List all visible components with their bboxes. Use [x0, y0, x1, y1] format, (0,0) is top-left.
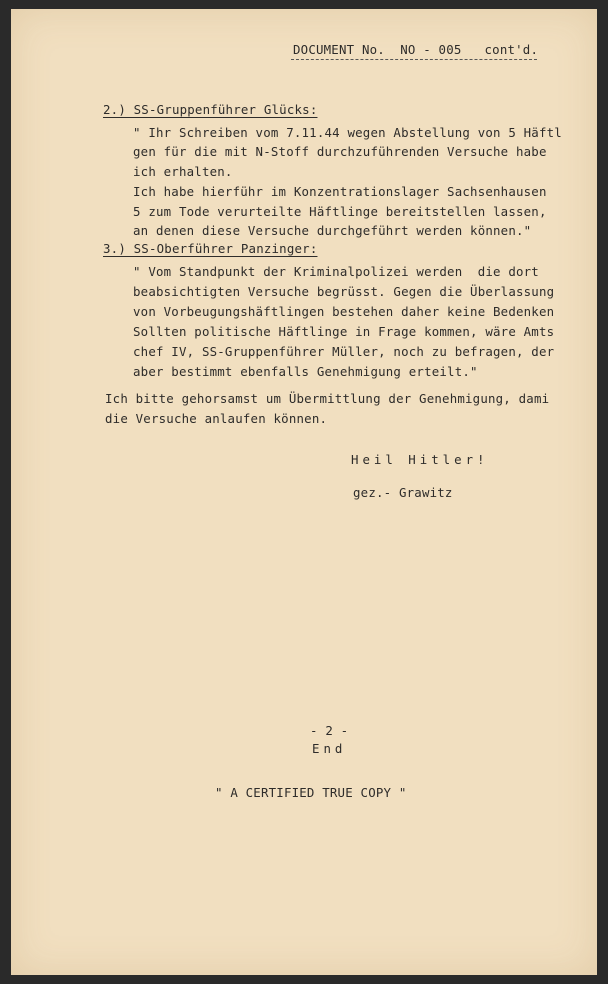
section-3-line: von Vorbeugungshäftlingen bestehen daher keine Bedenken — [133, 304, 555, 319]
end-marker: End — [312, 741, 347, 756]
page-number: - 2 - — [310, 723, 349, 738]
header-rule — [291, 59, 537, 60]
certification-line: " A CERTIFIED TRUE COPY " — [215, 785, 407, 800]
salutation: Heil Hitler! — [351, 452, 489, 467]
section-3-line: " Vom Standpunkt der Kriminalpolizei werden die dort — [133, 264, 539, 279]
section-3-line: chef IV, SS-Gruppenführer Müller, noch zu befragen, der — [133, 344, 555, 359]
section-2-line: ich erhalten. — [133, 164, 233, 179]
section-3-line: beabsichtigten Versuche begrüsst. Gegen die Überlassung — [133, 284, 555, 299]
section-3-line: aber bestimmt ebenfalls Genehmigung erteilt." — [133, 364, 478, 379]
document-reference: DOCUMENT No. NO - 005 cont'd. — [293, 42, 539, 57]
section-2-line: an denen diese Versuche durchgeführt werden können." — [133, 223, 532, 238]
section-2-line: " Ihr Schreiben vom 7.11.44 wegen Abstellung von 5 Häftl — [133, 125, 562, 140]
section-3-line: Sollten politische Häftlinge in Frage kommen, wäre Amts — [133, 324, 555, 339]
signature: gez.- Grawitz — [353, 485, 453, 500]
closing-line: die Versuche anlaufen können. — [105, 411, 328, 426]
section-2-line: gen für die mit N-Stoff durchzuführenden Versuche habe — [133, 144, 547, 159]
section-2-line: 5 zum Tode verurteilte Häftlinge bereitstellen lassen, — [133, 204, 547, 219]
document-page — [11, 9, 597, 975]
closing-line: Ich bitte gehorsamst um Übermittlung der Genehmigung, dami — [105, 391, 550, 406]
section-3-heading: 3.) SS-Oberführer Panzinger: — [103, 241, 318, 256]
section-2-heading: 2.) SS-Gruppenführer Glücks: — [103, 102, 318, 117]
section-2-line: Ich habe hierführ im Konzentrationslager Sachsenhausen — [133, 184, 547, 199]
